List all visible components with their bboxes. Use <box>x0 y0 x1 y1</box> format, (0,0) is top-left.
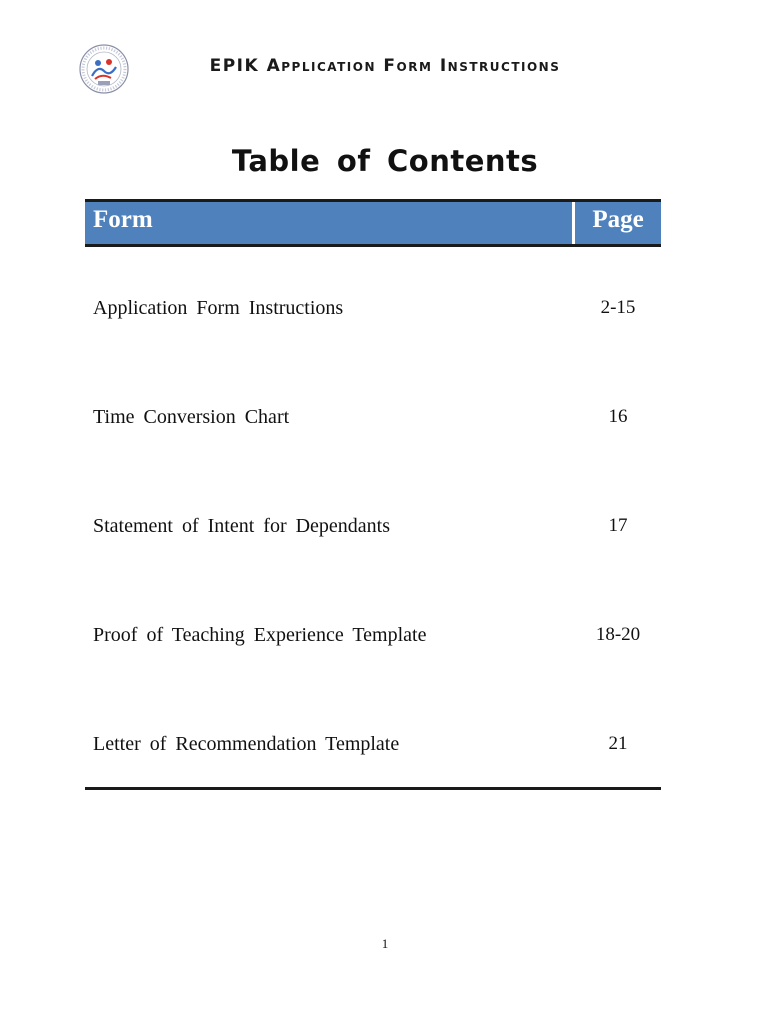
toc-entry-page: 16 <box>608 406 628 427</box>
toc-entry-page: 17 <box>608 515 628 536</box>
toc-title: Table of Contents <box>231 144 539 178</box>
toc-row <box>85 624 661 733</box>
toc-entry-page: 2-15 <box>600 297 636 318</box>
toc-row <box>85 297 661 406</box>
toc-row <box>85 406 661 515</box>
page-column-header: Page <box>592 206 644 233</box>
form-column-header: Form <box>93 206 153 233</box>
toc-entry-name: Letter of Recommendation Template <box>93 733 400 755</box>
document-header-title: EPIK Application Form Instructions <box>209 56 561 76</box>
toc-entry-page: 21 <box>608 733 628 754</box>
toc-entry-name: Statement of Intent for Dependants <box>93 515 391 537</box>
header-gap <box>85 247 661 297</box>
page-number: 1 <box>381 936 389 951</box>
toc-row <box>85 515 661 624</box>
toc-entry-page: 18-20 <box>595 624 641 645</box>
toc-table <box>85 199 661 842</box>
toc-entry-name: Application Form Instructions <box>93 297 344 319</box>
toc-entry-name: Proof of Teaching Experience Template <box>93 624 427 646</box>
toc-bottom-rule <box>85 787 661 790</box>
toc-header-row <box>85 199 661 247</box>
toc-entry-name: Time Conversion Chart <box>93 406 290 428</box>
